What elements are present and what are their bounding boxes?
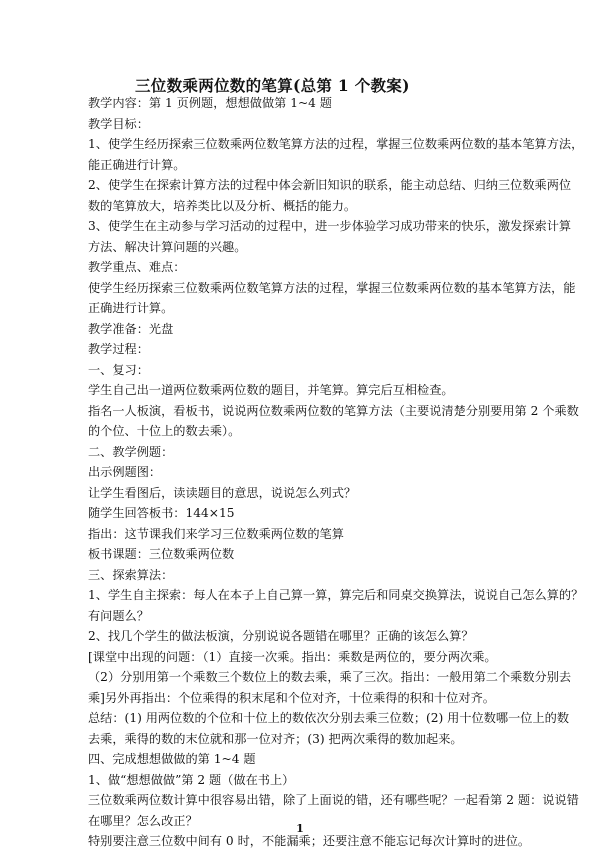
text-line: 3、使学生在主动参与学习活动的过程中，进一步体验学习成功带来的快乐，激发探索计算 bbox=[88, 219, 572, 233]
text-line: 1、做“想想做做”第 2 题（做在书上） bbox=[88, 772, 295, 787]
text-line: 的个位、十位上的数去乘）。 bbox=[88, 424, 241, 438]
text-line: 板书课题：三位数乘两位数 bbox=[88, 547, 235, 561]
text-line: 正确进行计算。 bbox=[88, 301, 174, 315]
text-line: 数的笔算放大，培养类比以及分析、概括的能力。 bbox=[88, 198, 357, 213]
text-line: 一、复习： bbox=[88, 362, 149, 377]
text-line: 特别要注意三位数中间有 0 时，不能漏乘；还要注意不能忘记每次计算时的进位。 bbox=[88, 834, 531, 848]
text-line: 教学内容：第 1 页例题，想想做做第 1~4 题 bbox=[88, 96, 332, 110]
text-line: 教学目标： bbox=[88, 116, 149, 131]
text-line: 指名一人板演，看板书，说说两位数乘两位数的笔算方法（主要说清楚分别要用第 2 个乘数 bbox=[88, 403, 579, 418]
text-line: （2）分别用第一个乘数三个数位上的数去乘，乘了三次。指出：一般用第二个乘数分别去 bbox=[88, 670, 572, 684]
text-line: 学生自己出一道两位数乘两位数的题目，并笔算。算完后互相检查。 bbox=[88, 383, 454, 397]
text-line: 指出：这节课我们来学习三位数乘两位数的笔算 bbox=[88, 526, 344, 541]
text-line: 2、使学生在探索计算方法的过程中体会新旧知识的联系，能主动总结、归纳三位数乘两位 bbox=[88, 178, 572, 192]
text-line: 有问题么？ bbox=[88, 608, 149, 623]
text-line: 在哪里？怎么改正？ bbox=[88, 813, 198, 828]
text-line: 二、教学例题： bbox=[88, 444, 174, 459]
text-line: 能正确进行计算。 bbox=[88, 157, 186, 172]
text-line: 让学生看图后，读读题目的意思，说说怎么列式？ bbox=[88, 485, 357, 500]
text-line: 乘]另外再指出：个位乘得的积末尾和个位对齐，十位乘得的积和十位对齐。 bbox=[88, 690, 495, 705]
text-line: 1、使学生经历探索三位数乘两位数笔算方法的过程，掌握三位数乘两位数的基本笔算方法， bbox=[88, 137, 584, 151]
text-line: 三位数乘两位数计算中很容易出错，除了上面说的错，还有哪些呢？一起看第 2 题：说说错 bbox=[88, 793, 579, 807]
text-line: 随学生回答板书：144×15 bbox=[88, 506, 235, 520]
text-line: 出示例题图： bbox=[88, 465, 162, 479]
text-line: [课堂中出现的问题：（1）直接一次乘。指出：乘数是两位的，要分两次乘。 bbox=[88, 649, 497, 664]
text-line: 总结：(1) 用两位数的个位和十位上的数依次分别去乘三位数；(2) 用十位数哪一位上的数 bbox=[88, 711, 570, 725]
document-title: 三位数乘两位数的笔算(总第 1 个教案) bbox=[135, 76, 410, 95]
text-line: 教学准备：光盘 bbox=[88, 321, 174, 336]
text-line: 教学过程： bbox=[88, 342, 149, 356]
text-line: 1、学生自主探索：每人在本子上自己算一算，算完后和同桌交换算法，说说自己怎么算的？ bbox=[88, 588, 584, 602]
text-line: 教学重点、难点： bbox=[88, 260, 186, 274]
text-line: 使学生经历探索三位数乘两位数笔算方法的过程，掌握三位数乘两位数的基本笔算方法，能 bbox=[88, 280, 576, 295]
text-line: 2、找几个学生的做法板演，分别说说各题错在哪里？正确的该怎么算？ bbox=[88, 629, 474, 643]
text-line: 三、探索算法： bbox=[88, 567, 174, 582]
document-body bbox=[88, 93, 584, 852]
text-line: 四、完成想想做做的第 1~4 题 bbox=[88, 752, 256, 766]
text-line: 去乘，乘得的数的末位就和那一位对齐；(3) 把两次乘得的数加起来。 bbox=[88, 731, 463, 746]
text-line: 方法、解决计算问题的兴趣。 bbox=[88, 239, 247, 254]
page-number: 1 bbox=[296, 822, 304, 835]
